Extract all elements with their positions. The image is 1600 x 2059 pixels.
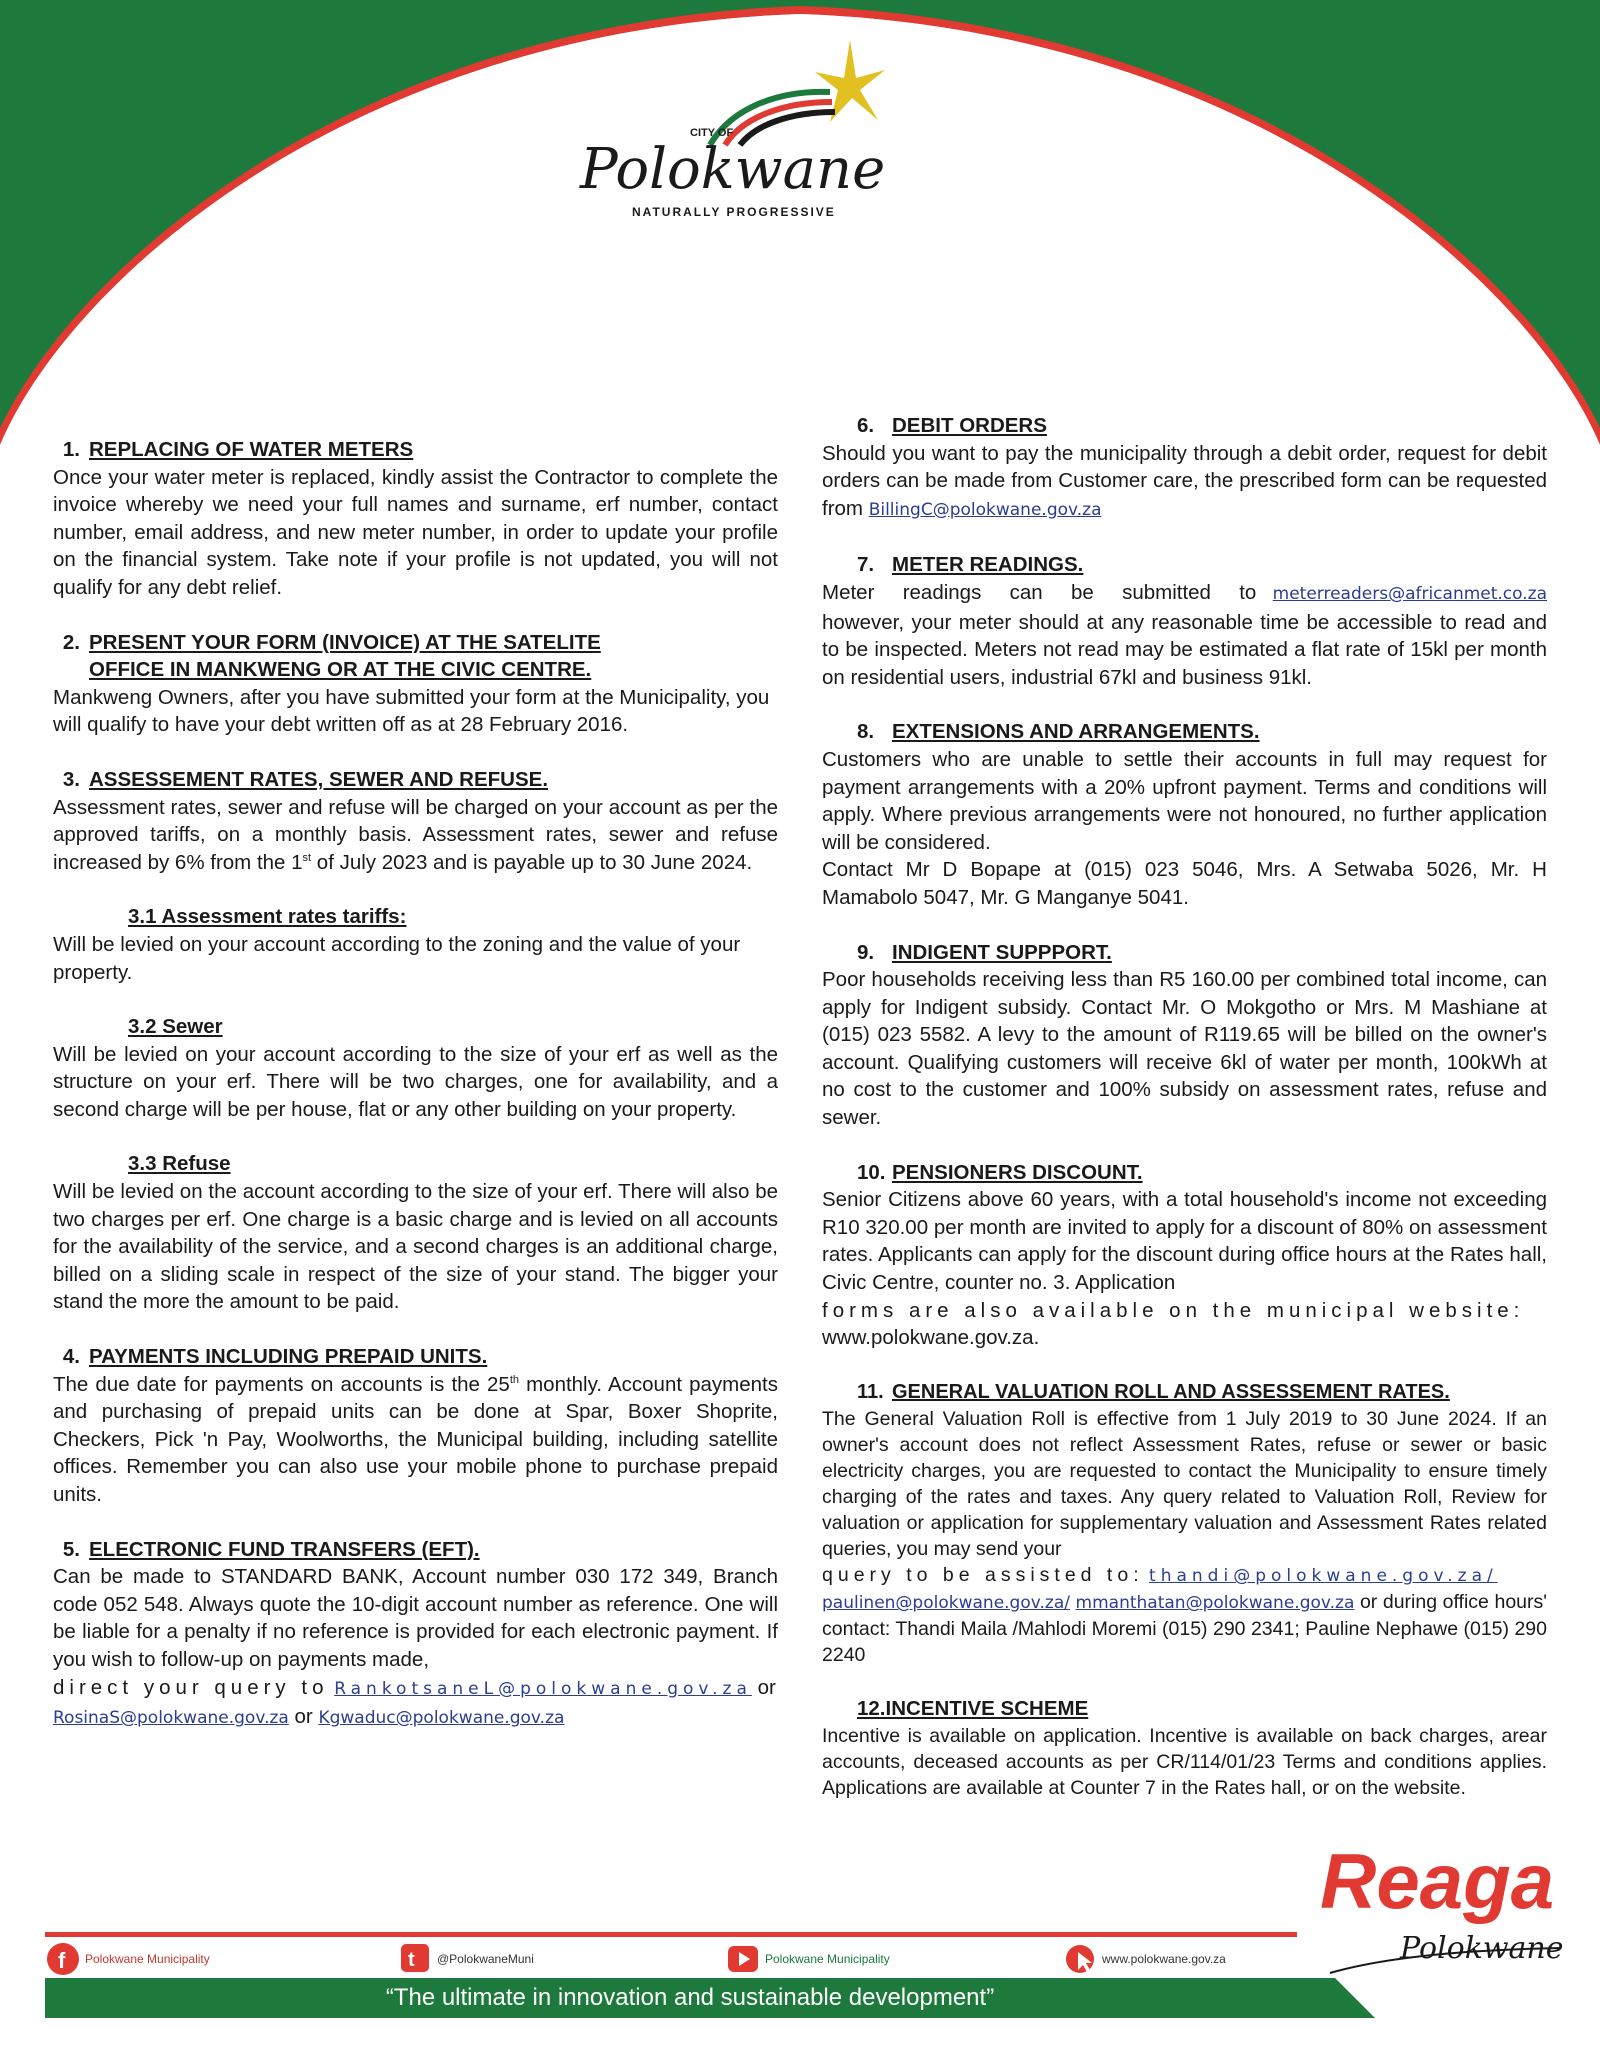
section-1-body: Once your water meter is replaced, kindly assist the Contractor to complete the invoice whereby we need your full names and surname, erf number, contact number, email address, and new meter number, in order to update your profile on the financial system. Take note if your profile is not updated, you will not qualify for any debt relief. xyxy=(53,465,778,599)
section-2-heading: 2. PRESENT YOUR FORM (INVOICE) AT THE SATELITE OFFICE IN MANKWENG OR AT THE CIVIC CENTRE. xyxy=(62,630,601,682)
section-3-3-body: Will be levied on the account according to the size of your erf. There will also be two charges per erf. One charge is a basic charge and is levied on all accounts for the availability of the service, and a second charges is an additional charge, billed on a sliding scale in respect of the size of your stand. The bigger your stand the more the amount to be paid. xyxy=(53,1180,778,1314)
youtube-icon xyxy=(725,1940,761,1978)
section-3-heading: 3. ASSESSEMENT RATES, SEWER AND REFUSE. xyxy=(62,767,549,791)
email-link-mmanthatan[interactable]: mmanthatan@polokwane.gov.za xyxy=(1075,1593,1355,1614)
globe-cursor-icon xyxy=(1062,1940,1098,1978)
twitter-label: @PolokwaneMuni xyxy=(437,1952,534,1966)
left-column xyxy=(53,400,778,1733)
facebook-icon xyxy=(45,1940,81,1978)
right-column xyxy=(822,412,1547,1801)
polokwane-logo xyxy=(560,30,920,230)
twitter-icon xyxy=(397,1940,433,1978)
logo-tagline: NATURALLY PROGRESSIVE xyxy=(632,205,836,219)
section-9-body: Poor households receiving less than R5 160.00 per combined total income, can apply for Indigent subsidy. Contact Mr. O Mokgotho or Mrs. M Mashiane at (015) 023 5582. A levy to the amount of R119.65 will be billed on the owner's account. Qualifying customers will receive 6kl of water per month, 100kWh at no cost to the customer and 100% subsidy on assessment rates, refuse and sewer. xyxy=(822,968,1547,1130)
section-7-body: Meter readings can be submitted to meterreaders@africanmet.co.za however, your meter should at any reasonable time be accessible to read and to be inspected. Meters not read may be estimated a flat rate of 15kl per month on residential users, industrial 67kl and business 91kl. xyxy=(822,580,1547,689)
section-3-1-heading: 3.1 Assessment rates tariffs: xyxy=(128,905,407,929)
section-5-contact: direct your query to RankotsaneL@polokwane.gov.za or RosinaS@polokwane.gov.za or Kgwaduc@polokwane.gov.za xyxy=(53,1675,776,1729)
logo-city-of: CITY OF xyxy=(690,127,734,139)
footer-divider xyxy=(45,1932,1297,1937)
section-2-body: Mankweng Owners, after you have submitted your form at the Municipality, you will qualify to have your debt written off as at 28 February 2016. xyxy=(53,685,770,737)
section-12-heading: 12.INCENTIVE SCHEME xyxy=(857,1697,1089,1721)
reaga-wordmark: Reaga xyxy=(1320,1838,1555,1925)
section-12-body: Incentive is available on application. Incentive is available on back charges, arear accounts, deceased accounts as per CR/114/01/23 Terms and conditions applies. Applications are available at Counter 7 in the Rates hall, or on the website. xyxy=(822,1725,1547,1799)
footer-tagline: “The ultimate in innovation and sustainable development” xyxy=(385,1984,995,2011)
section-1-heading: 1. REPLACING OF WATER METERS xyxy=(62,438,414,461)
section-3-body: Assessment rates, sewer and refuse will be charged on your account as per the approved tariffs, on a monthly basis. Assessment rates, sewer and refuse increased by 6% from the 1st of July 2023 and is payable up to 30 June 2024. xyxy=(53,795,778,874)
section-8-contact: Contact Mr D Bopape at (015) 023 5046, Mrs. A Setwaba 5026, Mr. H Mamabolo 5047, Mr. G Manganye 5041. xyxy=(822,858,1547,909)
reaga-subtitle: Polokwane xyxy=(1400,1931,1564,1966)
footer-twitter[interactable] xyxy=(397,1940,534,1978)
section-4-body: The due date for payments on accounts is the 25th monthly. Account payments and purchasing of prepaid units can be done at Spar, Boxer Shoprite, Checkers, Pick 'n Pay, Woolworths, the Municipal building, including satellite offices. Remember you can also use your mobile phone to purchase prepaid units. xyxy=(53,1372,778,1506)
email-link-rankotsanel[interactable]: RankotsaneL@polokwane.gov.za xyxy=(334,1678,752,1699)
section-5-heading: 5. ELECTRONIC FUND TRANSFERS (EFT). xyxy=(62,1537,480,1561)
section-10-body: Senior Citizens above 60 years, with a total household's income not exceeding R10 320.00 per month are invited to apply for a discount of 80% on assessment rates. Applicants can apply for the discount during office hours at the Rates hall, Civic Centre, counter no. 3. Application xyxy=(822,1188,1547,1295)
svg-text:f: f xyxy=(58,1948,66,1973)
section-10-website: www.polokwane.gov.za. xyxy=(822,1326,1040,1350)
email-link-thandi[interactable]: thandi@polokwane.gov.za/ xyxy=(1149,1566,1498,1587)
logo-name: Polokwane xyxy=(580,137,886,202)
facebook-label: Polokwane Municipality xyxy=(85,1952,210,1966)
section-3-2-body: Will be levied on your account according to the size of your erf as well as the structure on your erf. There will be two charges, one for availability, and a second charge will be per house, flat or any other building on your property. xyxy=(53,1042,778,1121)
section-7-heading: 7. METER READINGS. xyxy=(857,553,1084,577)
email-link-billingc[interactable]: BillingC@polokwane.gov.za xyxy=(868,499,1102,520)
section-5-body: Can be made to STANDARD BANK, Account number 030 172 349, Branch code 052 548. Always quote the 10-digit account number as reference. One will be liable for a penalty if no reference is provided for each electronic payment. If you wish to follow-up on payments made, xyxy=(53,1565,778,1671)
section-6-heading: 6. DEBIT ORDERS xyxy=(857,414,1047,437)
footer-facebook[interactable] xyxy=(45,1940,210,1978)
email-link-meterreaders[interactable]: meterreaders@africanmet.co.za xyxy=(1272,583,1547,604)
reaga-polokwane-logo xyxy=(1320,1838,1565,1978)
section-9-heading: 9. INDIGENT SUPPPORT. xyxy=(857,940,1112,964)
website-label: www.polokwane.gov.za xyxy=(1102,1952,1226,1966)
section-3-2-heading: 3.2 Sewer xyxy=(128,1015,223,1039)
email-link-kgwaduc[interactable]: Kgwaduc@polokwane.gov.za xyxy=(318,1708,565,1729)
section-4-heading: 4. PAYMENTS INCLUDING PREPAID UNITS. xyxy=(62,1345,488,1369)
section-11-body: The General Valuation Roll is effective from 1 July 2019 to 30 June 2024. If an owner's account does not reflect Assessment Rates, refuse or sewer or basic electricity charges, you are requested to contact the Municipality to ensure timely charging of the rates and taxes. Any query related to Valuation Roll, Review for valuation or application for supplementary valuation and Assessment Rates related queries, you may send your xyxy=(822,1408,1547,1561)
youtube-label: Polokwane Municipality xyxy=(765,1952,890,1966)
section-10-heading: 10. PENSIONERS DISCOUNT. xyxy=(857,1160,1143,1184)
section-11-contact: query to be assisted to: thandi@polokwane.gov.za/ paulinen@polokwane.gov.za/ mmanthatan@polokwane.gov.za or during office hours' contact: Thandi Maila /Mahlodi Moremi (015) 290 2341; Pauline Nephawe (015) 290 2240 xyxy=(822,1564,1547,1667)
email-link-rosinas[interactable]: RosinaS@polokwane.gov.za xyxy=(53,1708,289,1729)
email-link-paulinen[interactable]: paulinen@polokwane.gov.za/ xyxy=(822,1593,1070,1614)
svg-text:t: t xyxy=(408,1949,415,1971)
section-3-3-heading: 3.3 Refuse xyxy=(128,1152,231,1176)
footer-youtube[interactable] xyxy=(725,1940,890,1978)
section-8-body: Customers who are unable to settle their accounts in full may request for payment arrangements with a 20% upfront payment. Terms and conditions will apply. Where previous arrangements were not honoured, no further application will be considered. xyxy=(822,747,1547,854)
footer-website[interactable] xyxy=(1062,1940,1226,1978)
section-11-heading: 11. GENERAL VALUATION ROLL AND ASSESSEMENT RATES. xyxy=(857,1380,1450,1403)
section-10-spaced: forms are also available on the municipal website: xyxy=(822,1298,1525,1322)
section-3-1-body: Will be levied on your account according to the zoning and the value of your property. xyxy=(53,932,741,984)
section-6-body: Should you want to pay the municipality through a debit order, request for debit orders can be made from Customer care, the prescribed form can be requested from BillingC@polokwane.gov.za xyxy=(822,441,1547,520)
section-8-heading: 8. EXTENSIONS AND ARRANGEMENTS. xyxy=(857,720,1260,744)
